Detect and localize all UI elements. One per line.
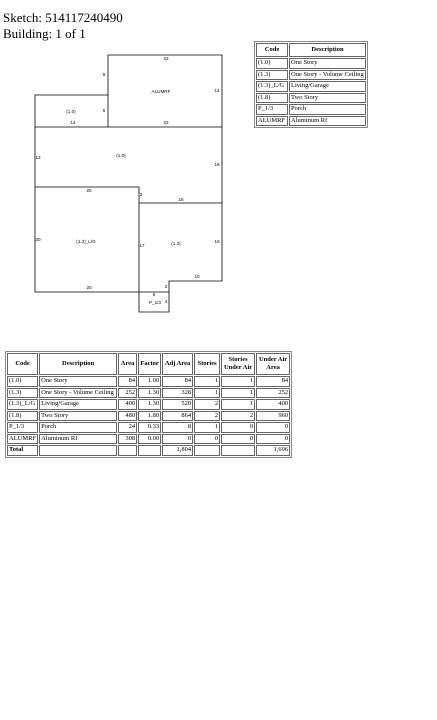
area-adj-area: 520 [162,399,193,410]
area-value: 400 [118,399,137,410]
legend-row [256,70,366,81]
area-description: Living/Garage [39,399,117,410]
area-code: (1.3) [7,388,38,399]
area-value: 84 [118,376,137,387]
area-description: One Story [39,376,117,387]
legend-table [254,41,368,128]
area-adj-area: 864 [162,411,193,422]
area-header-under-air-area: Under Air Area [256,353,290,375]
floor-plan-sketch [0,40,240,320]
area-code: (1.0) [7,376,38,387]
total-adj-area: 1,804 [162,445,193,456]
sketch-dim: 6 [102,108,106,113]
total-cell [39,445,117,456]
area-header-factor: Factor [138,353,161,375]
area-factor: 0.00 [138,434,161,445]
legend-code: ALUMRF [256,116,288,127]
legend-row [256,81,366,92]
area-factor: 1.80 [138,411,161,422]
area-factor: 1.30 [138,388,161,399]
area-stories: 1 [194,376,220,387]
area-code: ALUMRF [7,434,38,445]
area-adj-area: 0 [162,434,193,445]
area-adj-area: 328 [162,388,193,399]
sketch-area-label: (1.0) [66,109,76,114]
area-factor: 0.33 [138,422,161,433]
sketch-area-label: P_1/3 [148,300,162,305]
sketch-title: Sketch: 514117240490 [3,10,123,25]
legend-description: Living/Garage [289,81,366,92]
area-header-code: Code [7,353,38,375]
sketch-dim: 16 [214,239,220,244]
sketch-dim: 20 [35,237,41,242]
area-adj-area: 8 [162,422,193,433]
area-description: Porch [39,422,117,433]
area-under-air-area: 252 [256,388,290,399]
area-value: 252 [118,388,137,399]
table-row [7,434,290,445]
legend-description: One Story - Volume Ceiling [289,70,366,81]
building-count: Building: 1 of 1 [3,26,86,41]
area-stories: 2 [194,411,220,422]
table-row [7,388,290,399]
area-stories-under-air: 1 [221,399,255,410]
sketch-dim: 16 [214,162,220,167]
legend-description: Two Story [289,93,366,104]
legend-row [256,116,366,127]
sketch-dim: 17 [139,243,145,248]
area-under-air-area: 960 [256,411,290,422]
area-code: (1.8) [7,411,38,422]
sketch-dim: 16 [178,197,184,202]
total-row [7,445,290,456]
table-row [7,422,290,433]
area-value: 308 [118,434,137,445]
total-label: Total [7,445,38,456]
legend-code: (1.0) [256,58,288,69]
total-under-air-area: 1,696 [256,445,290,456]
sketch-dim: 4 [164,299,168,304]
area-factor: 1.00 [138,376,161,387]
legend-code: (1.8) [256,93,288,104]
total-cell [138,445,161,456]
area-header-stories-under-air: Stories Under Air [221,353,255,375]
area-table [5,351,292,458]
legend-header-code: Code [256,43,288,57]
sketch-dim: 12 [35,155,41,160]
area-header-stories: Stories [194,353,220,375]
sketch-dim: 6 [102,72,106,77]
area-header-adj-area: Adj Area [162,353,193,375]
sketch-dim: 2 [164,284,168,289]
area-header-area: Area [118,353,137,375]
area-header-description: Description [39,353,117,375]
sketch-dim: 22 [163,56,169,61]
sketch-dim: 14 [70,120,76,125]
area-under-air-area: 0 [256,434,290,445]
sketch-dim: 20 [86,285,92,290]
sketch-dim: 6 [152,292,156,297]
total-cell [221,445,255,456]
legend-description: One Story [289,58,366,69]
area-code: P_1/3 [7,422,38,433]
area-stories: 0 [194,434,220,445]
area-description: Two Story [39,411,117,422]
area-factor: 1.30 [138,399,161,410]
sketch-area-label: (1.3) [171,241,181,246]
area-stories-under-air: 1 [221,388,255,399]
legend-row [256,104,366,115]
area-description: One Story - Volume Ceiling [39,388,117,399]
legend-description: Aluminum Rf [289,116,366,127]
area-stories-under-air: 0 [221,422,255,433]
area-description: Aluminum Rf [39,434,117,445]
area-adj-area: 84 [162,376,193,387]
total-cell [118,445,137,456]
area-stories-under-air: 2 [221,411,255,422]
area-code: (1.3)_L/G [7,399,38,410]
area-stories: 1 [194,422,220,433]
legend-header-description: Description [289,43,366,57]
legend-code: (1.3)_L/G [256,81,288,92]
table-row [7,376,290,387]
sketch-area-label: ALUMRF [151,89,171,94]
area-stories-under-air: 0 [221,434,255,445]
sketch-dim: 3 [139,192,143,197]
legend-code: (1.3) [256,70,288,81]
legend-description: Porch [289,104,366,115]
legend-row [256,93,366,104]
sketch-dim: 14 [214,88,220,93]
area-header-row [7,353,290,375]
sketch-dim: 10 [194,274,200,279]
table-row [7,411,290,422]
area-under-air-area: 400 [256,399,290,410]
table-row [7,399,290,410]
area-value: 480 [118,411,137,422]
legend-header-row [256,43,366,57]
area-stories: 2 [194,399,220,410]
area-stories: 1 [194,388,220,399]
total-cell [194,445,220,456]
area-under-air-area: 0 [256,422,290,433]
legend-row [256,58,366,69]
sketch-dim: 22 [163,120,169,125]
area-value: 24 [118,422,137,433]
area-stories-under-air: 1 [221,376,255,387]
sketch-dim: 20 [86,188,92,193]
area-under-air-area: 84 [256,376,290,387]
legend-code: P_1/3 [256,104,288,115]
sketch-area-label: (1.3)_L/G [76,239,96,244]
sketch-area-label: (1.0) [116,153,126,158]
